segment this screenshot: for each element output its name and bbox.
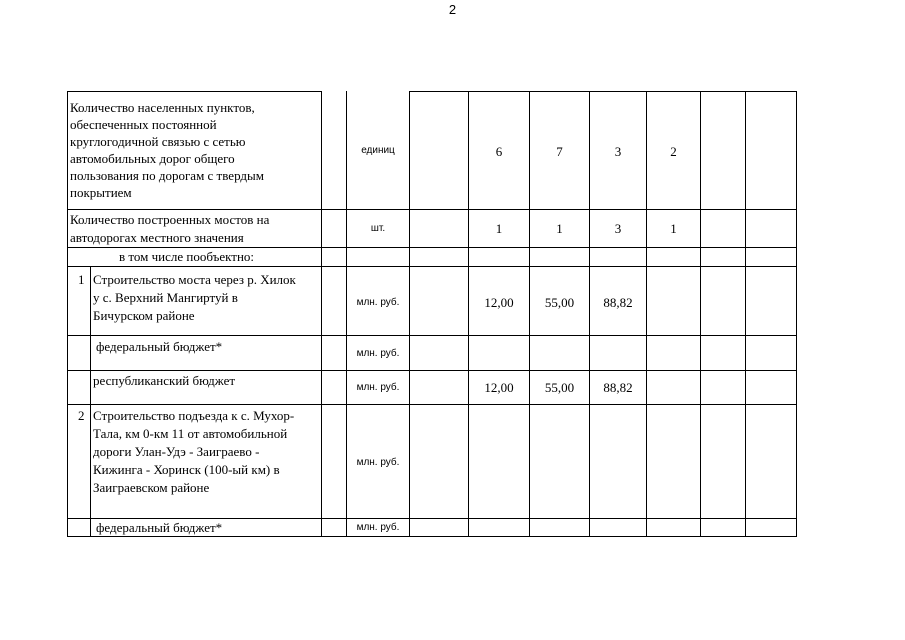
item-number: 1 xyxy=(78,272,85,287)
budget-source: федеральный бюджет* xyxy=(96,520,223,535)
table-border-right xyxy=(796,91,797,537)
value-cell: 12,00 xyxy=(484,380,514,395)
project-name-line: Строительство подъезда к с. Мухор- xyxy=(93,408,295,423)
value-cell: 7 xyxy=(556,144,563,159)
value-cell: 3 xyxy=(614,221,622,236)
project-name-line: Строительство моста через р. Хилок xyxy=(93,272,296,287)
unit-cell: млн. руб. xyxy=(356,522,400,533)
project-name-line: у с. Верхний Мангиртуй в xyxy=(93,290,238,305)
row-divider xyxy=(67,370,797,371)
indicator-name-line: автодорогах местного значения xyxy=(70,230,244,245)
project-name-line: Заиграевском районе xyxy=(93,480,210,495)
data-table xyxy=(67,91,797,537)
unit-cell: млн. руб. xyxy=(356,457,400,468)
column-divider xyxy=(90,266,91,537)
project-name-line: Бичурском районе xyxy=(93,308,195,323)
section-label: в том числе пообъектно: xyxy=(119,249,255,264)
value-cell: 2 xyxy=(670,144,677,159)
row-divider xyxy=(67,335,797,336)
project-name-line: Кижинга - Хоринск (100-ый км) в xyxy=(93,462,280,477)
column-divider xyxy=(745,91,746,537)
value-cell: 1 xyxy=(670,221,677,236)
row-divider xyxy=(67,404,797,405)
value-cell: 55,00 xyxy=(544,380,575,395)
budget-source: республиканский бюджет xyxy=(93,373,236,388)
column-divider xyxy=(700,91,701,537)
value-cell: 3 xyxy=(614,144,622,159)
unit-cell: млн. руб. xyxy=(356,297,400,308)
value-cell: 1 xyxy=(556,221,563,236)
indicator-name-line: пользования по дорогам с твердым xyxy=(70,168,264,183)
budget-source: федеральный бюджет* xyxy=(96,339,223,354)
column-divider xyxy=(321,91,322,537)
table-border-bottom xyxy=(67,536,797,537)
unit-cell: млн. руб. xyxy=(356,348,400,359)
indicator-name-line: покрытием xyxy=(70,185,132,200)
unit-cell: млн. руб. xyxy=(356,382,400,393)
indicator-name-line: автомобильных дорог общего xyxy=(70,151,235,166)
item-number: 2 xyxy=(78,408,85,423)
value-cell: 88,82 xyxy=(603,380,633,395)
page-number: 2 xyxy=(448,2,457,17)
unit-cell: шт. xyxy=(370,223,386,234)
unit-cell: единиц xyxy=(361,145,395,156)
table-border-left xyxy=(67,91,68,537)
indicator-name-line: Количество населенных пунктов, xyxy=(70,100,255,115)
column-divider xyxy=(346,91,347,537)
value-cell: 12,00 xyxy=(484,295,514,310)
value-cell: 1 xyxy=(495,221,503,236)
indicator-name-line: круглогодичной связью с сетью xyxy=(70,134,246,149)
column-divider xyxy=(409,91,410,537)
row-divider xyxy=(67,266,797,267)
row-divider xyxy=(67,209,797,210)
indicator-name-line: Количество построенных мостов на xyxy=(70,212,270,227)
table-border-top xyxy=(67,91,322,92)
indicator-name-line: обеспеченных постоянной xyxy=(70,117,217,132)
value-cell: 55,00 xyxy=(544,295,575,310)
project-name-line: Тала, км 0-км 11 от автомобильной xyxy=(93,426,288,441)
project-name-line: дороги Улан-Удэ - Заиграево - xyxy=(93,444,260,459)
value-cell: 88,82 xyxy=(603,295,633,310)
value-cell: 6 xyxy=(495,144,503,159)
